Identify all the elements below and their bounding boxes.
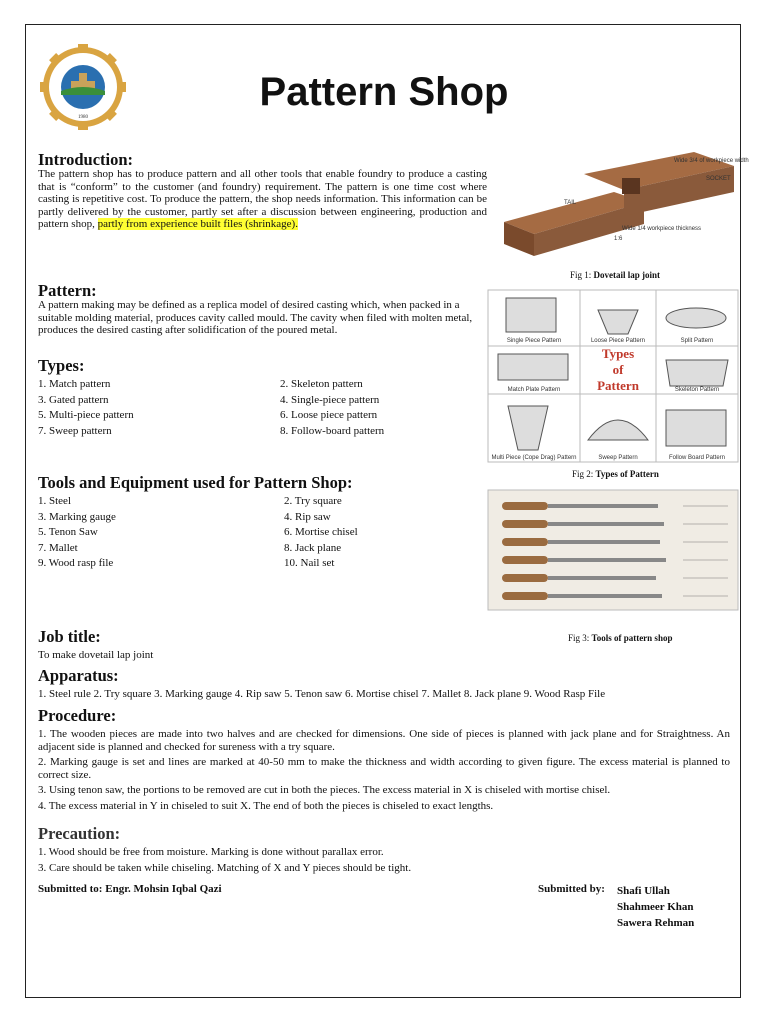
svg-text:SOCKET: SOCKET (706, 176, 731, 182)
dovetail-joint-figure (494, 152, 749, 268)
precaution-list (38, 846, 411, 874)
fig1-caption: Fig 1: Dovetail lap joint (570, 270, 661, 280)
types-of-pattern-figure (488, 290, 738, 462)
tools-figure (488, 490, 738, 610)
procedure-step: 4. The excess material in Y in chiseled to suit X. The end of both the pieces is chiseled to exact lengths. (38, 799, 494, 812)
pattern-text: A pattern making may be defined as a replica model of desired casting which, when packed in a suitable molding material, produces cavity called mould. The cavity when filed with molten metal, produces the desired casting after solidification of the poured metal. (38, 299, 473, 337)
types-heading: Types: (38, 356, 85, 375)
svg-text:1:6: 1:6 (614, 236, 623, 242)
tools-list-left: 1. Steel 3. Marking gauge 5. Tenon Saw 7. Mallet 9. Wood rasp file (38, 495, 116, 570)
intro-heading: Introduction: (38, 150, 134, 169)
svg-text:Multi Piece (Cope Drag) Patter: Multi Piece (Cope Drag) Pattern (491, 455, 577, 461)
fig3-caption: Fig 3: Tools of pattern shop (568, 633, 673, 643)
tools-list-right: 2. Try square 4. Rip saw 6. Mortise chisel 8. Jack plane 10. Nail set (284, 495, 358, 570)
procedure-heading: Procedure: (38, 706, 117, 725)
svg-text:Follow Board Pattern: Follow Board Pattern (668, 455, 726, 461)
types-list-left: 1. Match pattern 3. Gated pattern 5. Multi-piece pattern 7. Sweep pattern (38, 378, 134, 437)
precaution-item: 3. Care should be taken while chiseling. Matching of X and Y pieces should be tight. (38, 861, 412, 874)
intro-highlight: partly from experience built files (shrinkage). (97, 218, 298, 231)
svg-text:Match Plate Pattern: Match Plate Pattern (507, 387, 561, 393)
svg-text:Wide 3/4 of workpiece width: Wide 3/4 of workpiece width (674, 158, 749, 164)
types-list-right: 2. Skeleton pattern 4. Single-piece pattern 6. Loose piece pattern 8. Follow-board pattern (280, 378, 385, 437)
types-line3: Pattern (597, 378, 639, 393)
submitted-by-names: Shafi Ullah Shahmeer Khan Sawera Rehman (617, 885, 695, 929)
svg-text:Wide 1/4 workpiece thickness: Wide 1/4 workpiece thickness (622, 226, 702, 232)
svg-text:Loose Piece Pattern: Loose Piece Pattern (590, 338, 646, 344)
pattern-heading: Pattern: (38, 281, 97, 300)
logo-year: 1980 (78, 115, 88, 120)
job-text: To make dovetail lap joint (38, 649, 154, 661)
svg-text:Sweep Pattern: Sweep Pattern (598, 455, 638, 461)
page-title: Pattern Shop (259, 70, 509, 114)
fig2-caption: Fig 2: Types of Pattern (572, 469, 659, 479)
tools-heading: Tools and Equipment used for Pattern Shop: (38, 473, 353, 492)
precaution-item: 1. Wood should be free from moisture. Marking is done without parallax error. (38, 846, 384, 858)
apparatus-heading: Apparatus: (38, 666, 119, 685)
procedure-step: 1. The wooden pieces are made into two halves and are checked for dimensions. One side of pieces is planned with jack plane and for Straightness. An adjacent side is planned and checked for sureness with a try square. (38, 728, 730, 753)
procedure-step: 2. Marking gauge is set and lines are marked at 40-50 mm to make the thickness and width according to given figure. The excess material is planned to correct size. (38, 756, 730, 781)
types-line1: Types (601, 346, 635, 361)
submitted-to: Submitted to: Engr. Mohsin Iqbal Qazi (38, 883, 222, 895)
job-heading: Job title: (38, 627, 101, 646)
types-line2: of (612, 362, 624, 377)
intro-text: The pattern shop has to produce pattern and all other tools that enable foundry to produce a casting that is “conform” to the customer (and foundry) requirement. The pattern is one time cost where casting is repetitive cost. To produce the pattern, the shop needs information. This information can be partly delivered by the customer, partly set after a discussion between engineering, production and pattern shop, partly from experience built files (shrinkage). (38, 168, 487, 231)
svg-text:TAIL: TAIL (564, 200, 577, 206)
procedure-steps (38, 728, 730, 813)
apparatus-text: 1. Steel rule 2. Try square 3. Marking gauge 4. Rip saw 5. Tenon saw 6. Mortise chisel 7. Mallet 8. Jack plane 9. Wood Rasp File (38, 688, 606, 700)
svg-text:Single Piece Pattern: Single Piece Pattern (506, 338, 562, 344)
procedure-step: 3. Using tenon saw, the portions to be removed are cut in both the pieces. The excess material in X is chiseled with mortise chisel. (38, 784, 611, 797)
svg-text:Skeleton Pattern: Skeleton Pattern (674, 387, 720, 393)
submitted-by-label: Submitted by: (538, 883, 605, 895)
precaution-heading: Precaution: (38, 824, 121, 843)
svg-text:Split Pattern: Split Pattern (680, 338, 714, 344)
